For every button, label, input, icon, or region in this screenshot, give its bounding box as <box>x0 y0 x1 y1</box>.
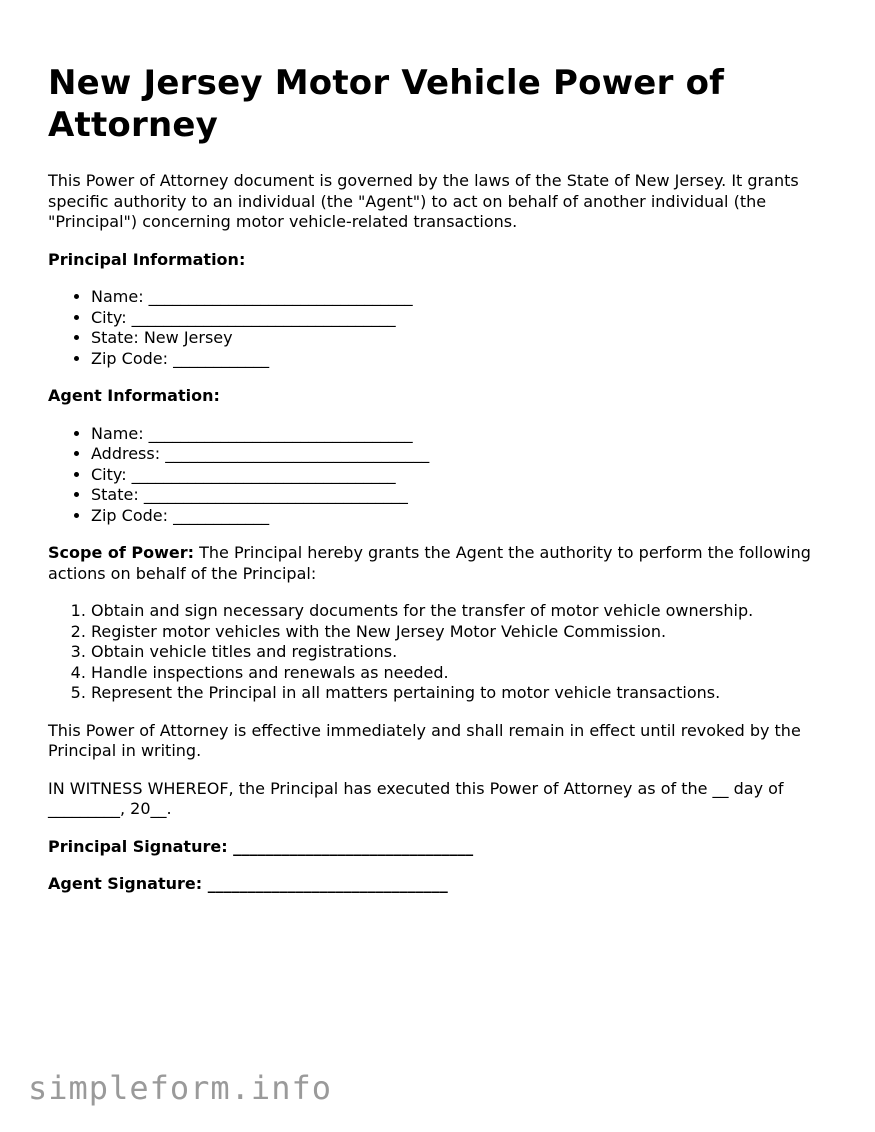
intro-paragraph: This Power of Attorney document is governed by the laws of the State of New Jersey. It grants specific authority to an individual (the "Agent") to act on behalf of another individual (the "Principal") concerning motor vehicle-related transactions. <box>48 171 799 231</box>
effective-paragraph: This Power of Attorney is effective immediately and shall remain in effect until revoked by the Principal in writing. <box>48 720 801 760</box>
witness-paragraph: IN WITNESS WHEREOF, the Principal has executed this Power of Attorney as of the __ day of _________, 20__. <box>48 778 784 818</box>
principal-zip-item: • Zip Code: ____________ <box>91 349 838 370</box>
scope-item: 1. Obtain and sign necessary documents for the transfer of motor vehicle ownership. <box>91 601 838 622</box>
document-title: New Jersey Motor Vehicle Power of Attorney <box>48 63 725 145</box>
principal-heading: Principal Information: <box>48 249 246 269</box>
principal-list <box>48 287 838 369</box>
agent-list <box>48 424 838 527</box>
principal-city-item: • City: _________________________________ <box>91 308 838 329</box>
document-page <box>48 0 838 895</box>
scope-item: 3. Obtain vehicle titles and registrations. <box>91 642 838 663</box>
agent-state-item: • State: _________________________________ <box>91 485 838 506</box>
agent-heading: Agent Information: <box>48 386 220 405</box>
scope-item: 4. Handle inspections and renewals as needed. <box>91 663 838 684</box>
agent-city-item: • City: _________________________________ <box>91 465 838 486</box>
principal-name-item: • Name: _________________________________ <box>91 287 838 308</box>
agent-name-item: • Name: _________________________________ <box>91 424 838 445</box>
principal-signature-line: Principal Signature: ______________________________ <box>48 836 474 856</box>
agent-signature-line: Agent Signature: ______________________________ <box>48 874 448 893</box>
principal-state-item: • State: New Jersey <box>91 328 838 349</box>
scope-label: Scope of Power: <box>48 543 195 562</box>
scope-text: The Principal hereby grants the Agent the authority to perform the following actions on behalf of the Principal: <box>48 543 811 583</box>
scope-item: 5. Represent the Principal in all matters pertaining to motor vehicle transactions. <box>91 683 838 704</box>
agent-address-item: • Address: _________________________________ <box>91 444 838 465</box>
scope-item: 2. Register motor vehicles with the New Jersey Motor Vehicle Commission. <box>91 622 838 643</box>
watermark: simpleform.info <box>28 1069 332 1107</box>
agent-zip-item: • Zip Code: ____________ <box>91 506 838 527</box>
scope-paragraph <box>48 543 838 584</box>
scope-list <box>48 601 838 704</box>
